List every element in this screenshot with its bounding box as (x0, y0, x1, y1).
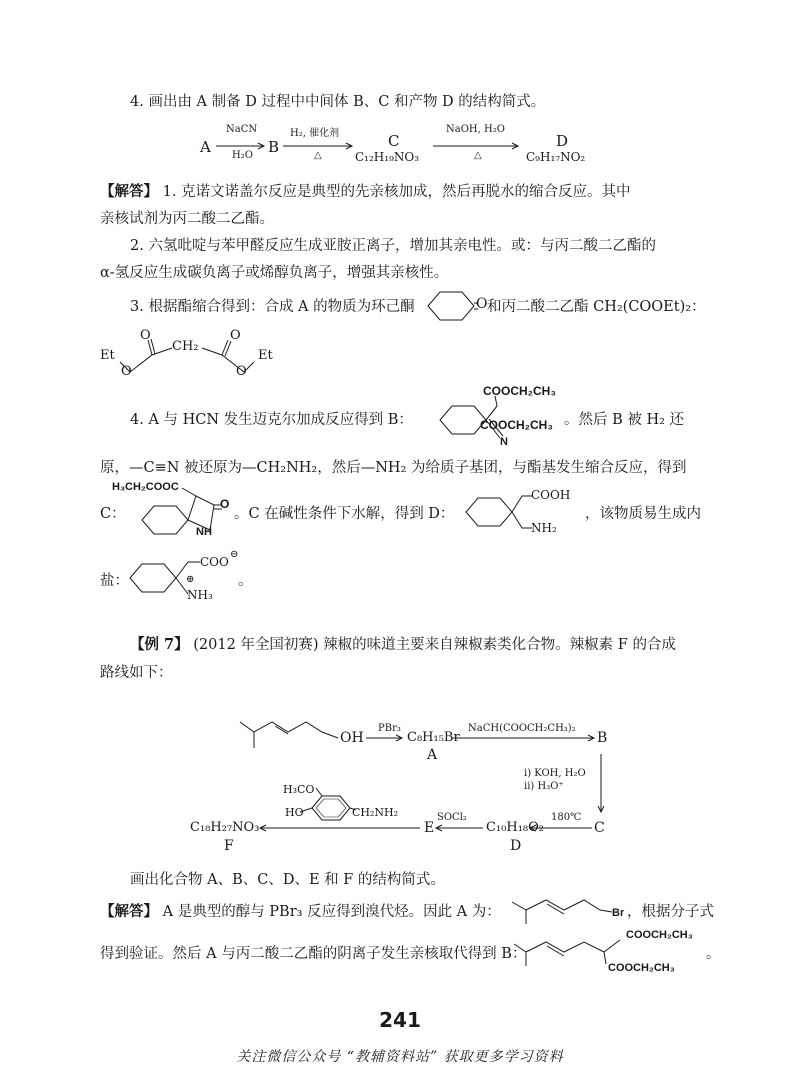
malonate-Et-right: Et (258, 348, 273, 363)
scheme2-A: A (427, 747, 438, 763)
scheme2-C: C (594, 820, 605, 836)
answer1-p6b: 。C 在碱性条件下水解，得到 D： (234, 506, 455, 522)
scheme2-r1: PBr₃ (378, 723, 401, 734)
malonate-O-ester-right: O (236, 364, 247, 379)
scheme2-E: E (424, 820, 435, 836)
zwitterion-minus: ⊖ (230, 549, 239, 560)
D-NH2: NH₂ (531, 521, 557, 535)
vanillylamine-ring (300, 788, 356, 820)
scheme2-HO: HO (285, 806, 304, 819)
malonate-O-ester-left: O (121, 364, 132, 379)
B-ester-1: COOCH₂CH₃ (483, 384, 556, 398)
answer1-p2b: α-氢反应生成碳负离子或烯醇负离子，增强其亲核性。 (100, 265, 449, 281)
zwitterion-plus: ⊕ (186, 574, 195, 585)
B-nitrile-N: N (500, 436, 508, 448)
cyclohexanone-ring (428, 292, 478, 320)
compound-C-structure (142, 488, 222, 534)
answer1-p1: 1. 克诺文诺盖尔反应是典型的先亲核加成，然后再脱水的缩合反应。其中 (162, 184, 631, 200)
scheme2-r3a: i) KOH, H₂O (524, 768, 586, 779)
answer1-p5: 原，—C≡N 被还原为—CH₂NH₂，然后—NH₂ 为给质子基团，与酯基发生缩合反应，得到 (100, 460, 687, 476)
answer1-p1b: 亲核试剂为丙二酸二乙酯。 (100, 211, 274, 227)
scheme1-B: B (268, 138, 280, 156)
malonate-Et-left: Et (100, 348, 115, 363)
answer1-p7a: 盐： (100, 573, 129, 589)
scheme2-alcohol-chain (240, 722, 604, 831)
scheme1-arrows (216, 143, 518, 149)
malonate-CH2: CH₂ (172, 339, 199, 354)
example7-p2: 路线如下： (100, 665, 173, 681)
answer2-B-ester-1: COOCH₂CH₃ (626, 929, 693, 941)
answer2-p2a: 得到验证。然后 A 与丙二酸二乙酯的阴离子发生亲核取代得到 B： (100, 946, 527, 962)
answer1-p6c: ，该物质易生成内 (585, 506, 701, 522)
compound-D-structure (466, 496, 532, 528)
scheme2-F-formula: C₁₈H₂₇NO₃ (190, 820, 260, 835)
scheme1-r3-top: NaOH, H₂O (446, 124, 505, 135)
page-number: 241 (379, 1008, 421, 1032)
footer-note: 关注微信公众号 “教辅资料站” 获取更多学习资料 (236, 1049, 564, 1065)
malonate-skeleton (120, 339, 254, 372)
scheme2-r3b: ii) H₃O⁺ (524, 781, 564, 792)
malonate-O-left: O (140, 328, 151, 343)
scheme1-C: C (388, 132, 400, 150)
answer2-p2b: 。 (706, 946, 721, 962)
example7-label: 【例 7】 (130, 636, 189, 653)
scheme2-D: D (510, 838, 522, 854)
zwitterion-structure (130, 562, 200, 594)
C-lactam-O: O (220, 497, 230, 511)
answer1-p3b: 和丙二酸二乙酯 CH₂(COOEt)₂： (487, 299, 706, 315)
zwitterion-NH3: NH₃ (187, 588, 213, 602)
question-4-intro: 4. 画出由 A 制备 D 过程中中间体 B、C 和产物 D 的结构简式。 (130, 94, 546, 110)
scheme1-D: D (556, 132, 569, 150)
scheme1-r1-top: NaCN (226, 124, 258, 135)
answer1-p4b: 。然后 B 被 H₂ 还 (564, 412, 685, 428)
compound-B-structure (440, 396, 503, 438)
B-ester-2: COOCH₂CH₃ (480, 418, 553, 432)
scheme2-B: B (597, 730, 608, 746)
answer2-label: 【解答】 (100, 903, 158, 920)
scheme1-C-formula: C₁₂H₁₉NO₃ (355, 150, 420, 164)
malonate-O-right: O (230, 328, 241, 343)
scheme1-r2-bottom: △ (314, 150, 322, 161)
answer2-p1a: A 是典型的醇与 PBr₃ 反应得到溴代烃。因此 A 为： (162, 904, 501, 920)
example7-p1: (2012 年全国初赛) 辣椒的味道主要来自辣椒素类化合物。辣椒素 F 的合成 (193, 637, 676, 653)
answer1-p6a: C： (100, 506, 126, 522)
answer-label: 【解答】 (100, 183, 158, 200)
cyclohexanone-O: O (476, 296, 488, 312)
scheme1-r1-bottom: H₂O (232, 150, 253, 161)
C-ester: H₃CH₂COOC (112, 481, 179, 493)
answer2-A-Br: Br (612, 907, 625, 919)
answer1-p3a: 3. 根据酯缩合得到：合成 A 的物质为环己酮 (130, 299, 415, 315)
answer2-B-structure (514, 940, 620, 966)
answer2-B-ester-2: COOCH₂CH₃ (608, 962, 675, 974)
scheme1-r2-top: H₂, 催化剂 (290, 128, 340, 139)
answer2-A-structure (512, 900, 612, 924)
scheme1-r3-bottom: △ (474, 150, 482, 161)
C-lactam-NH: NH (196, 526, 212, 538)
scheme2-OH: OH (340, 730, 364, 746)
scheme2-D-formula: C₁₀H₁₈O₂ (486, 820, 544, 835)
scheme2-r4: 180℃ (551, 812, 582, 823)
scheme2-CH2NH2: CH₂NH₂ (352, 806, 399, 819)
D-COOH: COOH (531, 488, 571, 502)
scheme1-A: A (200, 138, 211, 156)
answer1-p7b: 。 (238, 573, 253, 589)
answer1-p4a: 4. A 与 HCN 发生迈克尔加成反应得到 B： (130, 412, 413, 428)
scheme2-r2: NaCH(COOCH₂CH₃)₂ (468, 723, 576, 734)
answer1-p2: 2. 六氢吡啶与苯甲醛反应生成亚胺正离子，增加其亲电性。或：与丙二酸二乙酯的 (130, 238, 656, 254)
answer2-p1b: ，根据分子式 (627, 904, 714, 920)
scheme2-F: F (224, 838, 234, 854)
scheme1-D-formula: C₉H₁₇NO₂ (526, 150, 586, 164)
answer2-question: 画出化合物 A、B、C、D、E 和 F 的结构简式。 (130, 872, 445, 888)
scheme2-H3CO: H₃CO (283, 783, 315, 796)
zwitterion-COO: COO (200, 555, 229, 569)
scheme2-A-formula: C₈H₁₅Br (407, 730, 460, 745)
scheme2-r5: SOCl₂ (437, 812, 467, 823)
